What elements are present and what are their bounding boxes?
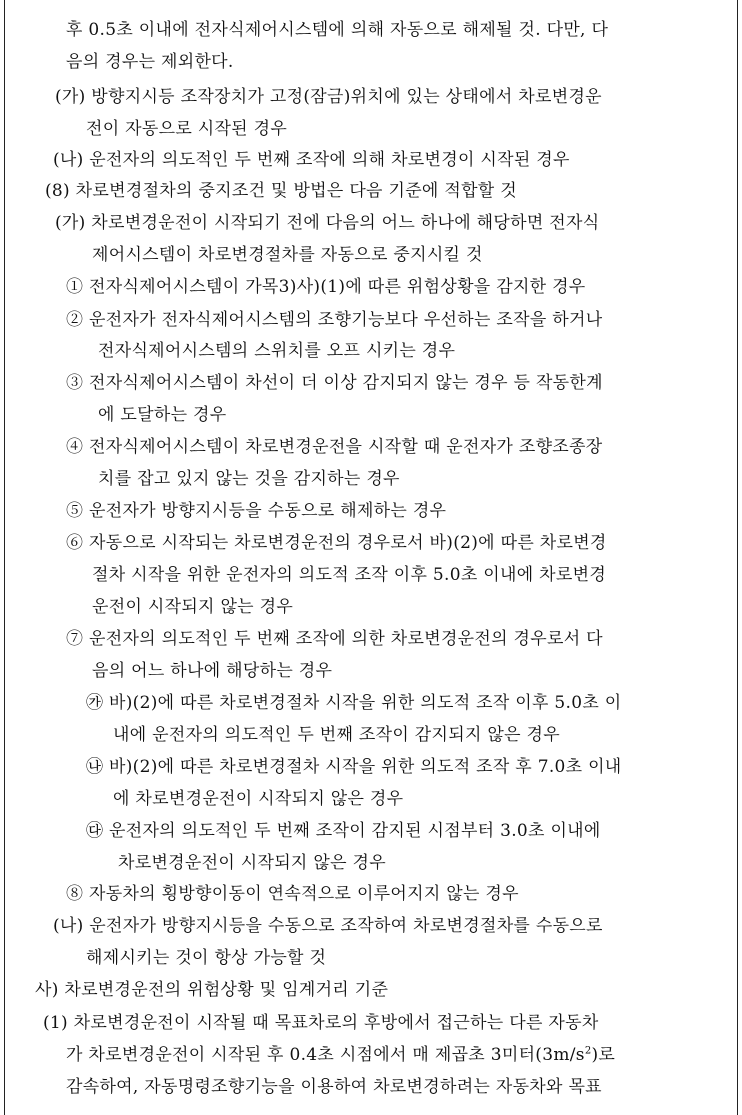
text-line: 감속하여, 자동명령조향기능을 이용하여 차로변경하려는 자동차와 목표 bbox=[66, 1077, 602, 1097]
text-line: 음의 어느 하나에 해당하는 경우 bbox=[92, 661, 333, 681]
text-line: ㉯ 바)(2)에 따른 차로변경절차 시작을 위한 의도적 조작 후 7.0초 이내 bbox=[86, 757, 622, 777]
text-line bbox=[66, 1045, 615, 1065]
text-line: ④ 전자식제어시스템이 차로변경운전을 시작할 때 운전자가 조향조종장 bbox=[66, 437, 603, 457]
text-line: ③ 전자식제어시스템이 차선이 더 이상 감지되지 않는 경우 등 작동한계 bbox=[66, 373, 603, 393]
text-line: 에 차로변경운전이 시작되지 않은 경우 bbox=[113, 789, 404, 809]
text-line: 운전이 시작되지 않는 경우 bbox=[92, 597, 294, 617]
text-line: (가) 차로변경운전이 시작되기 전에 다음의 어느 하나에 해당하면 전자식 bbox=[55, 213, 600, 233]
text-line: 에 도달하는 경우 bbox=[98, 405, 227, 425]
text-line: ㉰ 운전자의 의도적인 두 번째 조작이 감지된 시점부터 3.0초 이내에 bbox=[86, 821, 601, 841]
text-line: 절차 시작을 위한 운전자의 의도적 조작 이후 5.0초 이내에 차로변경 bbox=[92, 565, 607, 585]
text-line: ⑤ 운전자가 방향지시등을 수동으로 해제하는 경우 bbox=[66, 501, 447, 521]
text-line: (1) 차로변경운전이 시작될 때 목표차로의 후방에서 접근하는 다른 자동차 bbox=[43, 1013, 599, 1033]
text-line: ㉮ 바)(2)에 따른 차로변경절차 시작을 위한 의도적 조작 이후 5.0초 이 bbox=[86, 693, 622, 713]
text-line: 전자식제어시스템의 스위치를 오프 시키는 경우 bbox=[98, 341, 456, 361]
right-border bbox=[737, 0, 738, 1115]
text-line: 제어시스템이 차로변경절차를 자동으로 중지시킬 것 bbox=[92, 245, 483, 265]
text-line: 음의 경우는 제외한다. bbox=[66, 52, 234, 72]
text-segment: )로 bbox=[591, 1045, 616, 1065]
text-line: (나) 운전자가 방향지시등을 수동으로 조작하여 차로변경절차를 수동으로 bbox=[53, 916, 603, 936]
left-border bbox=[4, 0, 5, 1115]
text-line: 후 0.5초 이내에 전자식제어시스템에 의해 자동으로 해제될 것. 다만, 다 bbox=[66, 20, 609, 40]
text-line: ① 전자식제어시스템이 가목3)사)(1)에 따른 위험상황을 감지한 경우 bbox=[66, 277, 586, 297]
superscript: 2 bbox=[584, 1045, 592, 1057]
text-line: ⑥ 자동으로 시작되는 차로변경운전의 경우로서 바)(2)에 따른 차로변경 bbox=[66, 533, 607, 553]
text-line: 차로변경운전이 시작되지 않은 경우 bbox=[118, 853, 386, 873]
text-line: 내에 운전자의 의도적인 두 번째 조작이 감지되지 않은 경우 bbox=[113, 725, 560, 745]
text-line: (8) 차로변경절차의 중지조건 및 방법은 다음 기준에 적합할 것 bbox=[45, 181, 517, 201]
text-line: ② 운전자가 전자식제어시스템의 조향기능보다 우선하는 조작을 하거나 bbox=[66, 310, 603, 330]
text-line: ⑧ 자동차의 횡방향이동이 연속적으로 이루어지지 않는 경우 bbox=[66, 884, 519, 904]
text-line: 전이 자동으로 시작된 경우 bbox=[86, 119, 288, 139]
text-line: ⑦ 운전자의 의도적인 두 번째 조작에 의한 차로변경운전의 경우로서 다 bbox=[66, 629, 603, 649]
text-line: 사) 차로변경운전의 위험상황 및 임계거리 기준 bbox=[35, 980, 389, 1000]
text-line: (나) 운전자의 의도적인 두 번째 조작에 의해 차로변경이 시작된 경우 bbox=[53, 150, 570, 170]
text-line: 치를 잡고 있지 않는 것을 감지하는 경우 bbox=[98, 469, 400, 489]
text-line: (가) 방향지시등 조작장치가 고정(잠금)위치에 있는 상태에서 차로변경운 bbox=[55, 87, 602, 107]
text-line: 해제시키는 것이 항상 가능할 것 bbox=[86, 948, 327, 968]
text-segment: 가 차로변경운전이 시작된 후 0.4초 시점에서 매 제곱초 3미터(3m/s bbox=[66, 1045, 585, 1065]
